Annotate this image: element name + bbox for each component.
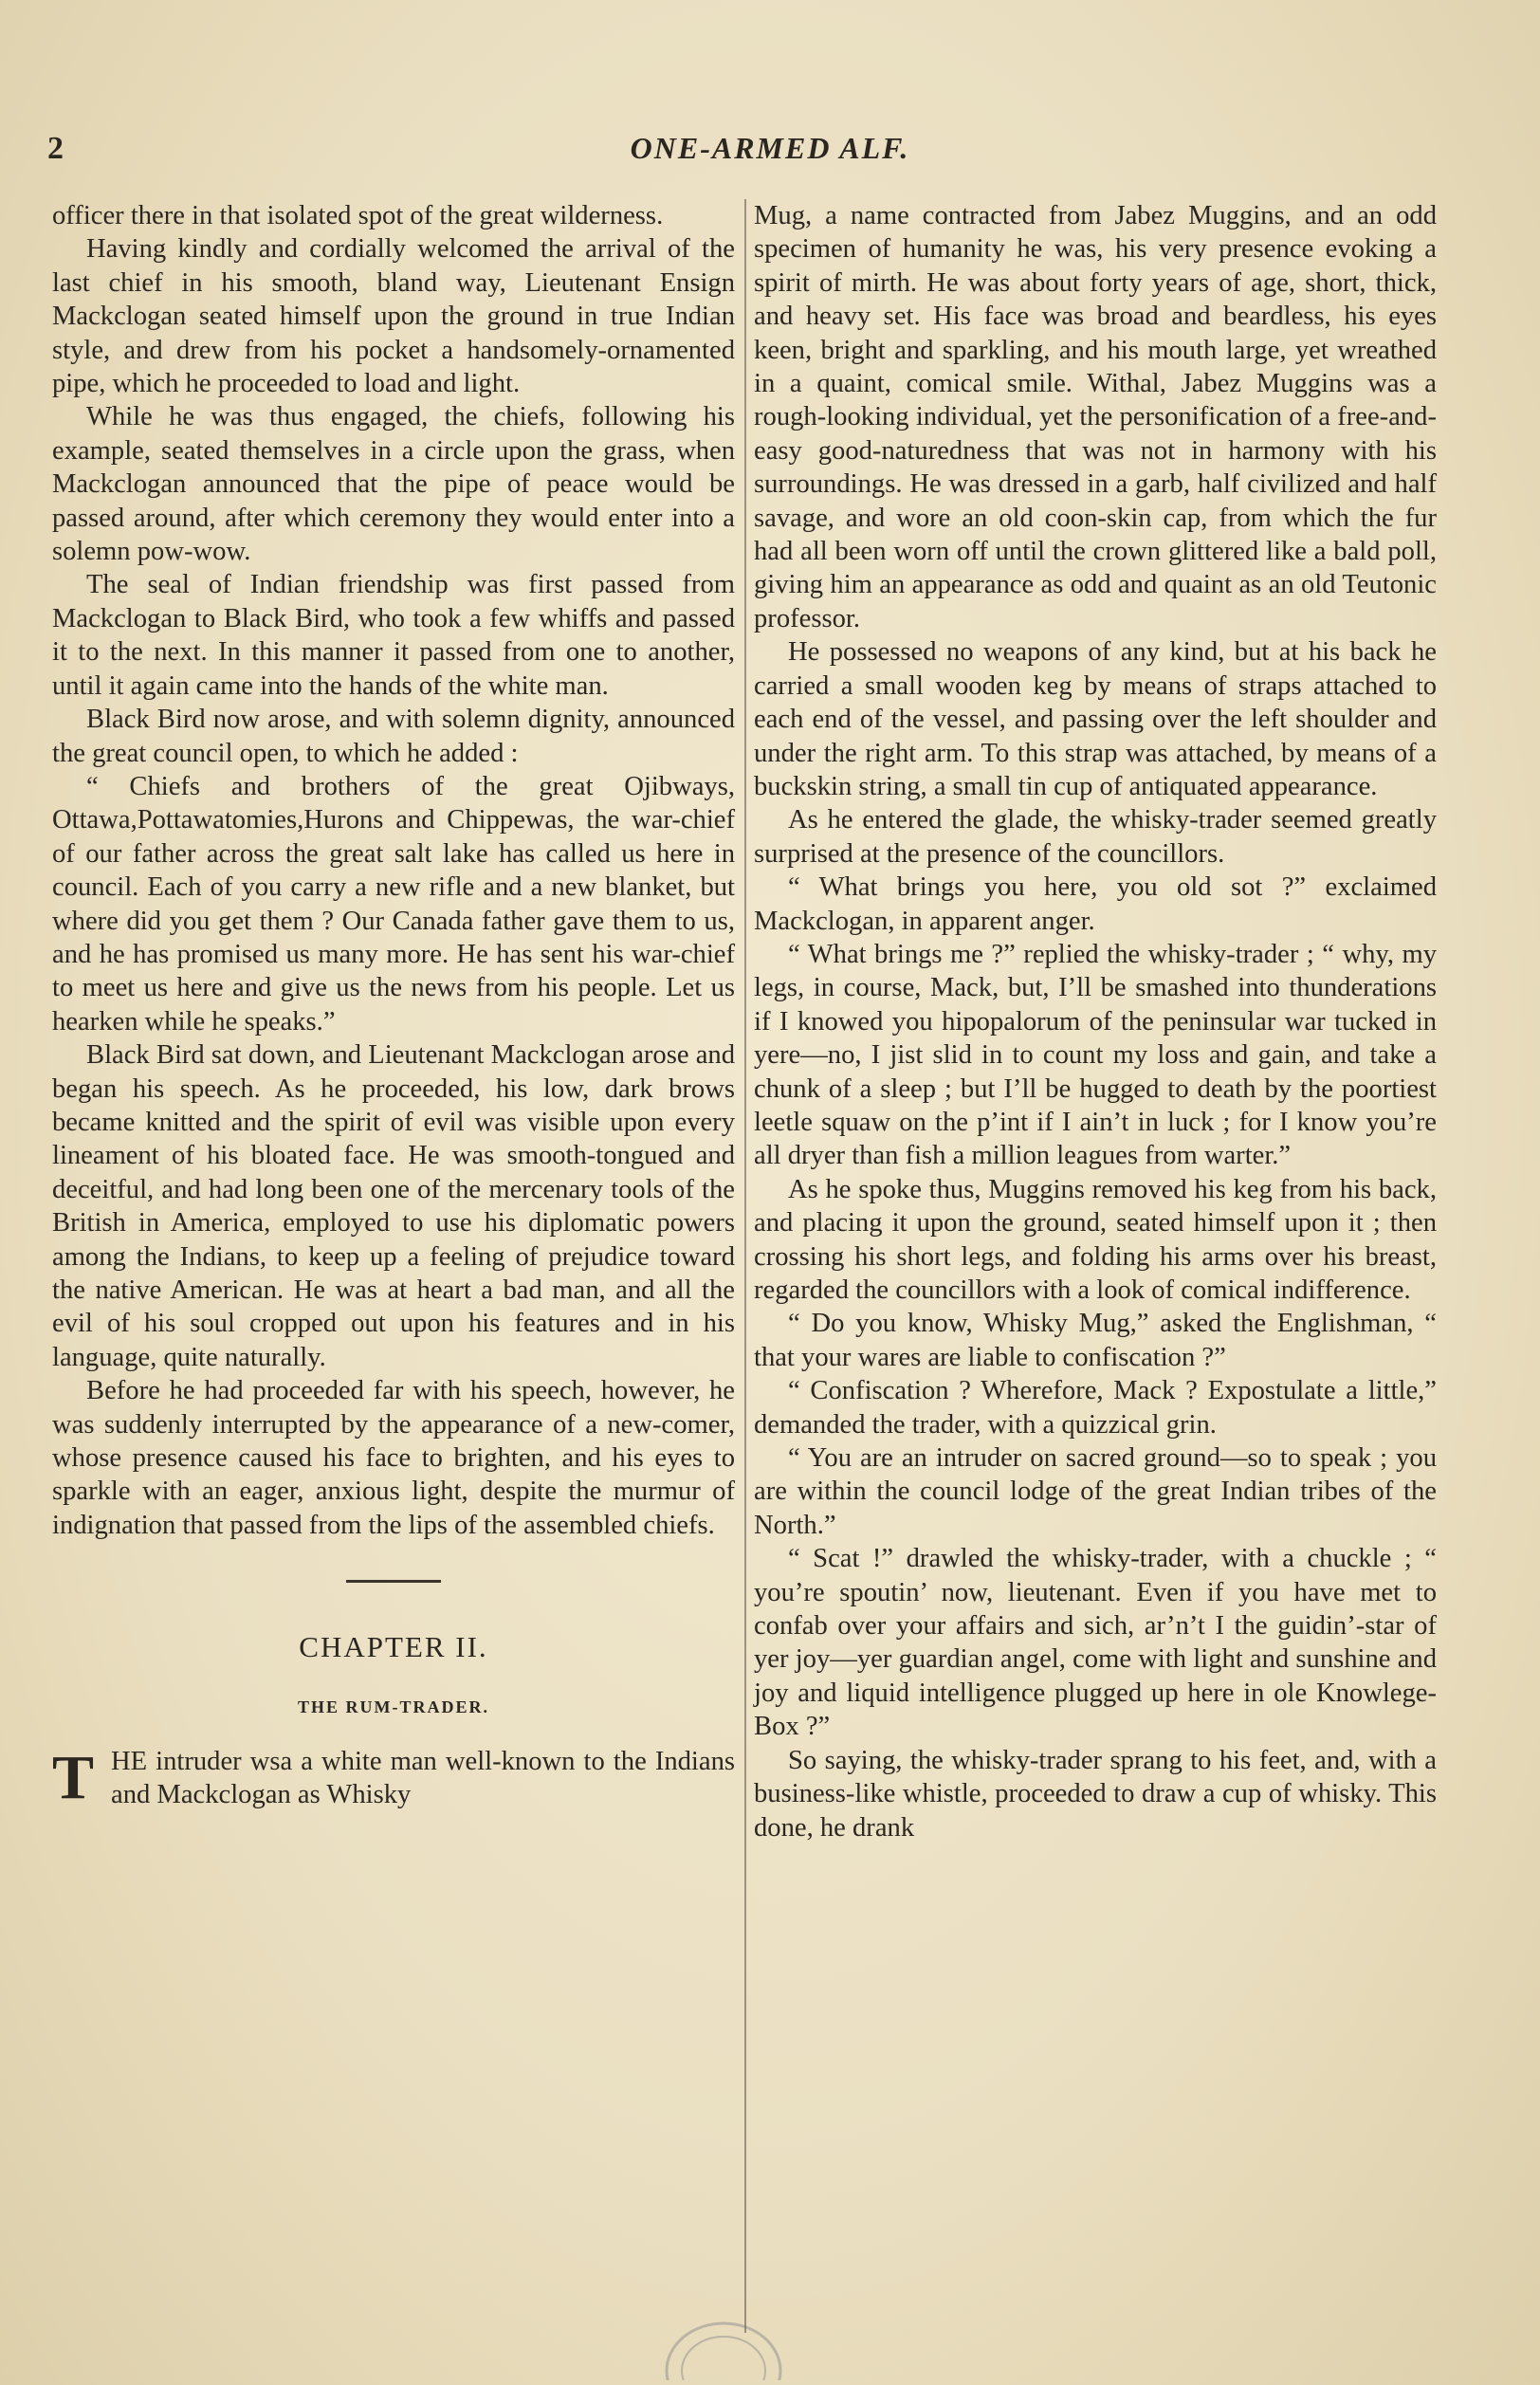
- paragraph: Black Bird sat down, and Lieutenant Mackclogan arose and began his speech. As he proceeded, his low, dark brows became knitted and the spirit of evil was visible upon every lineament of his bloated face. He was smooth-tongued and deceitful, and had long been one of the mercenary tools of the British in America, employed to use his diplomatic powers among the Indians, to keep up a feeling of prejudice toward the native American. He was at heart a bad man, and all the evil of his soul cropped out upon his features and in his language, quite naturally.: [52, 1040, 735, 1372]
- column-divider: [744, 199, 746, 2333]
- paragraph: The seal of Indian friendship was first passed from Mackclogan to Black Bird, who took a few whiffs and passed it to the next. In this manner it passed from one to another, until it again came into the hands of the white man.: [52, 570, 735, 701]
- paragraph: Before he had proceeded far with his speech, however, he was suddenly interrupted by the appearance of a new-comer, whose presence caused his face to brighten, and his eyes to sparkle with an eager, anxious light, despite the murmur of indignation that passed from the lips of the assembled chiefs.: [52, 1376, 735, 1540]
- right-column: [754, 199, 1437, 1844]
- paragraph: Black Bird now arose, and with solemn dignity, announced the great council open, to which he added :: [52, 705, 735, 768]
- paragraph: “ Do you know, Whisky Mug,” asked the Englishman, “ that your wares are liable to confiscation ?”: [754, 1309, 1437, 1372]
- paragraph: “ Scat !” drawled the whisky-trader, with a chuckle ; “ you’re spoutin’ now, lieutenant. Even if you have met to confab over your affairs and sich, ar’n’t I the guidin’-star of yer joy—yer guardian angel, come with light and sunshine and joy and liquid intelligence plugged up here in ole Knowlege-Box ?”: [754, 1544, 1437, 1742]
- chapter-first-paragraph-text: HE intruder wsa a white man well-known to the Indians and Mackclogan as Whisky: [111, 1747, 735, 1810]
- paragraph: As he entered the glade, the whisky-trader seemed greatly surprised at the presence of the councillors.: [754, 805, 1437, 869]
- left-column: [52, 199, 735, 1812]
- paragraph: Having kindly and cordially welcomed the arrival of the last chief in his smooth, bland way, Lieutenant Ensign Mackclogan seated himself upon the ground in true Indian style, and drew from his pocket a handsomely-ornamented pipe, which he proceeded to load and light.: [52, 234, 735, 399]
- paragraph: Mug, a name contracted from Jabez Muggins, and an odd specimen of humanity he was, his very presence evoking a spirit of mirth. He was about forty years of age, short, thick, and heavy set. His face was broad and beardless, his eyes keen, bright and sparkling, and his mouth large, yet wreathed in a quaint, comical smile. Withal, Jabez Muggins was a rough-looking individual, yet the personification of a free-and-easy good-naturedness that was not in harmony with his surroundings. He was dressed in a garb, half civilized and half savage, and wore an old coon-skin cap, from which the fur had all been worn off until the crown glittered like a bald poll, giving him an appearance as odd and quaint as an old Teutonic professor.: [754, 201, 1437, 633]
- paragraph: As he spoke thus, Muggins removed his keg from his back, and placing it upon the ground, seated himself upon it ; then crossing his short legs, and folding his arms over his breast, regarded the councillors with a look of comical indifference.: [754, 1174, 1437, 1305]
- chapter-subtitle: THE RUM-TRADER.: [297, 1697, 489, 1716]
- paragraph: officer there in that isolated spot of the great wilderness.: [52, 201, 664, 230]
- paragraph: So saying, the whisky-trader sprang to his feet, and, with a business-like whistle, proceeded to draw a cup of whisky. This done, he drank: [754, 1745, 1437, 1843]
- paragraph: “ What brings you here, you old sot ?” exclaimed Mackclogan, in apparent anger.: [754, 872, 1437, 936]
- chapter-first-paragraph: [52, 1745, 735, 1812]
- page-number: 2: [47, 131, 64, 166]
- paragraph: He possessed no weapons of any kind, but at his back he carried a small wooden keg by means of straps attached to each end of the vessel, and passing over the left shoulder and under the right arm. To this strap was attached, by means of a buckskin string, a small tin cup of antiquated appearance.: [754, 637, 1437, 801]
- paragraph: “ You are an intruder on sacred ground—so to speak ; you are within the council lodge of the great Indian tribes of the North.”: [754, 1443, 1437, 1540]
- page-header: [47, 131, 1493, 178]
- paragraph: “ Chiefs and brothers of the great Ojibways, Ottawa,Pottawatomies,Hurons and Chippewas, the war-chief of our father across the great salt lake has called us here in council. Each of you carry a new rifle and a new blanket, but where did you get them ? Our Canada father gave them to us, and he has promised us many more. He has sent his war-chief to meet us here and give us the news from his people. Let us hearken while he speaks.”: [52, 771, 735, 1037]
- chapter-title: CHAPTER II.: [299, 1630, 488, 1664]
- paragraph: While he was thus engaged, the chiefs, following his example, seated themselves in a circle upon the grass, when Mackclogan announced that the pipe of peace would be passed around, after which ceremony they would enter into a solemn pow-wow.: [52, 402, 735, 567]
- paragraph: “ Confiscation ? Wherefore, Mack ? Expostulate a little,” demanded the trader, with a quizzical grin.: [754, 1376, 1437, 1440]
- section-rule: [346, 1580, 441, 1583]
- paragraph: “ What brings me ?” replied the whisky-trader ; “ why, my legs, in course, Mack, but, I’ll be smashed into thunderations if I knowed you hipopalorum of the peninsular war tucked in yere—no, I jist slid in to count my loss and gain, and take a chunk of a sleep ; but I’ll be hugged to death by the poortiest leetle squaw on the p’int if I ain’t in luck ; for I know you’re all dryer than fish a million leagues from warter.”: [754, 939, 1437, 1171]
- library-stamp-icon: [652, 2304, 795, 2380]
- running-title: ONE-ARMED ALF.: [630, 131, 910, 165]
- drop-cap: T: [52, 1743, 95, 1813]
